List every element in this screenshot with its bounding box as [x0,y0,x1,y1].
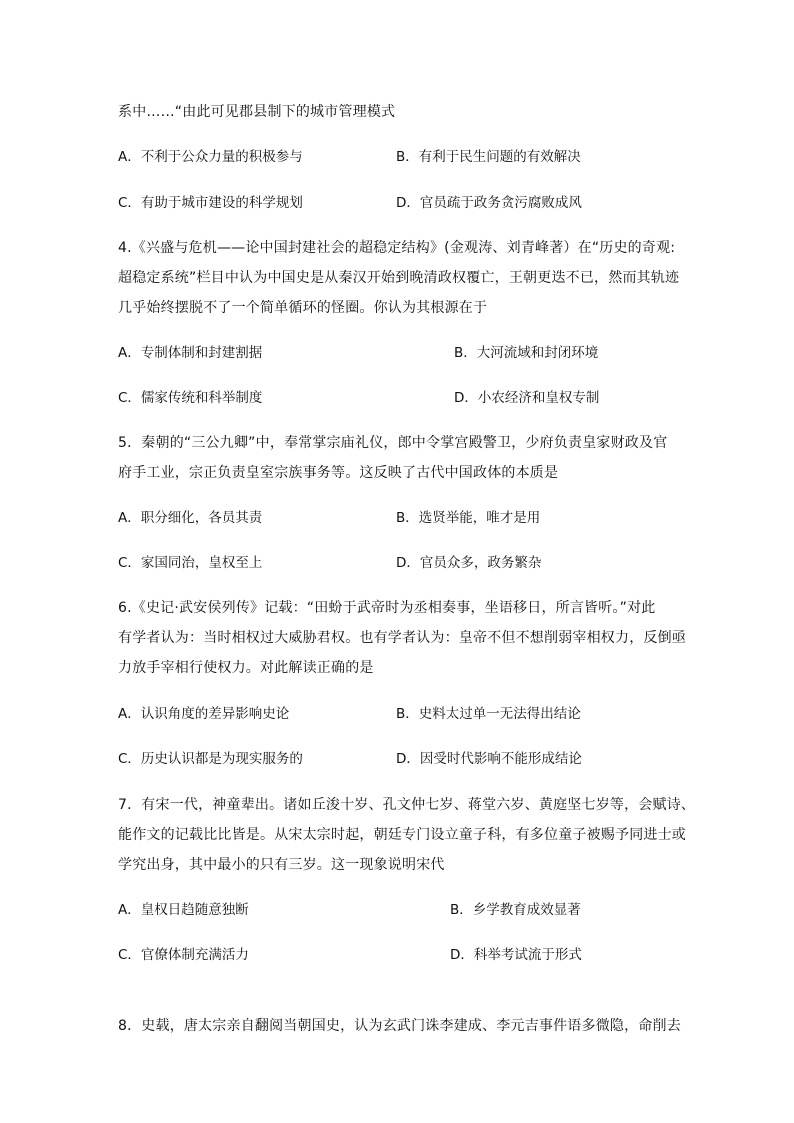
q7-option-d: D．科举考试流于形式 [450,947,582,963]
q6-option-d: D．因受时代影响不能形成结论 [396,751,582,767]
q4-option-a: A．专制体制和封建割据 [118,345,263,361]
q3-option-b: B．有利于民生问题的有效解决 [396,149,581,165]
q6-stem-line-1: 6.《史记·武安侯列传》记载：“田蚡于武帝时为丞相奏事，坐语移日，所言皆听。”对此 [118,600,656,616]
q5-option-a: A．职分细化，各员其责 [118,510,263,526]
q4-stem-line-1: 4.《兴盛与危机——论中国封建社会的超稳定结构》(金观涛、刘青峰著）在“历史的奇观: [118,240,676,256]
q7-stem-line-3: 学究出身，其中最小的只有三岁。这一现象说明宋代 [118,857,445,873]
q5-option-b: B．选贤举能，唯才是用 [396,510,541,526]
q6-option-a: A．认识角度的差异影响史论 [118,706,290,722]
q5-stem-line-1: 5．秦朝的“三公九卿”中，奉常掌宗庙礼仪，郎中令掌宫殿警卫，少府负责皇家财政及官 [118,435,668,451]
q3-option-a: A．不利于公众力量的积极参与 [118,149,303,165]
q6-option-b: B．史料太过单一无法得出结论 [396,706,581,722]
q5-option-d: D．官员众多，政务繁杂 [396,555,542,571]
q5-stem-line-2: 府手工业，宗正负责皇室宗族事务等。这反映了古代中国政体的本质是 [118,465,559,481]
q6-option-c: C．历史认识都是为现实服务的 [118,751,303,767]
q8-stem-line-1: 8．史载，唐太宗亲自翻阅当朝国史，认为玄武门诛李建成、李元吉事件语多微隐，命削去 [118,1018,681,1034]
q4-option-d: D．小农经济和皇权专制 [454,390,600,406]
q5-option-c: C．家国同治，皇权至上 [118,555,263,571]
q4-stem-line-2: 超稳定系统”栏目中认为中国史是从秦汉开始到晚清政权覆亡，王朝更迭不已，然而其轨迹 [118,270,680,286]
q7-stem-line-1: 7．有宋一代，神童辈出。诸如丘浚十岁、孔文仲七岁、蒋堂六岁、黄庭坚七岁等，会赋诗、 [118,797,696,813]
q7-option-b: B．乡学教育成效显著 [450,902,581,918]
q7-option-a: A．皇权日趋随意独断 [118,902,249,918]
q4-option-b: B．大河流域和封闭环境 [454,345,599,361]
q3-option-d: D．官员疏于政务贪污腐败成风 [396,195,582,211]
intro-tail-line: 系中……“由此可见郡县制下的城市管理模式 [118,104,396,120]
q6-stem-line-2: 有学者认为：当时相权过大威胁君权。也有学者认为：皇帝不但不想削弱宰相权力，反倒亟 [118,630,686,646]
q4-option-c: C．儒家传统和科举制度 [118,390,263,406]
q3-option-c: C．有助于城市建设的科学规划 [118,195,303,211]
q4-stem-line-3: 几乎始终摆脱不了一个简单循环的怪圈。你认为其根源在于 [118,300,488,316]
q7-stem-line-2: 能作文的记载比比皆是。从宋太宗时起，朝廷专门设立童子科，有多位童子被赐予同进士或 [118,827,686,843]
q7-option-c: C．官僚体制充满活力 [118,947,249,963]
q6-stem-line-3: 力放手宰相行使权力。对此解读正确的是 [118,660,374,676]
